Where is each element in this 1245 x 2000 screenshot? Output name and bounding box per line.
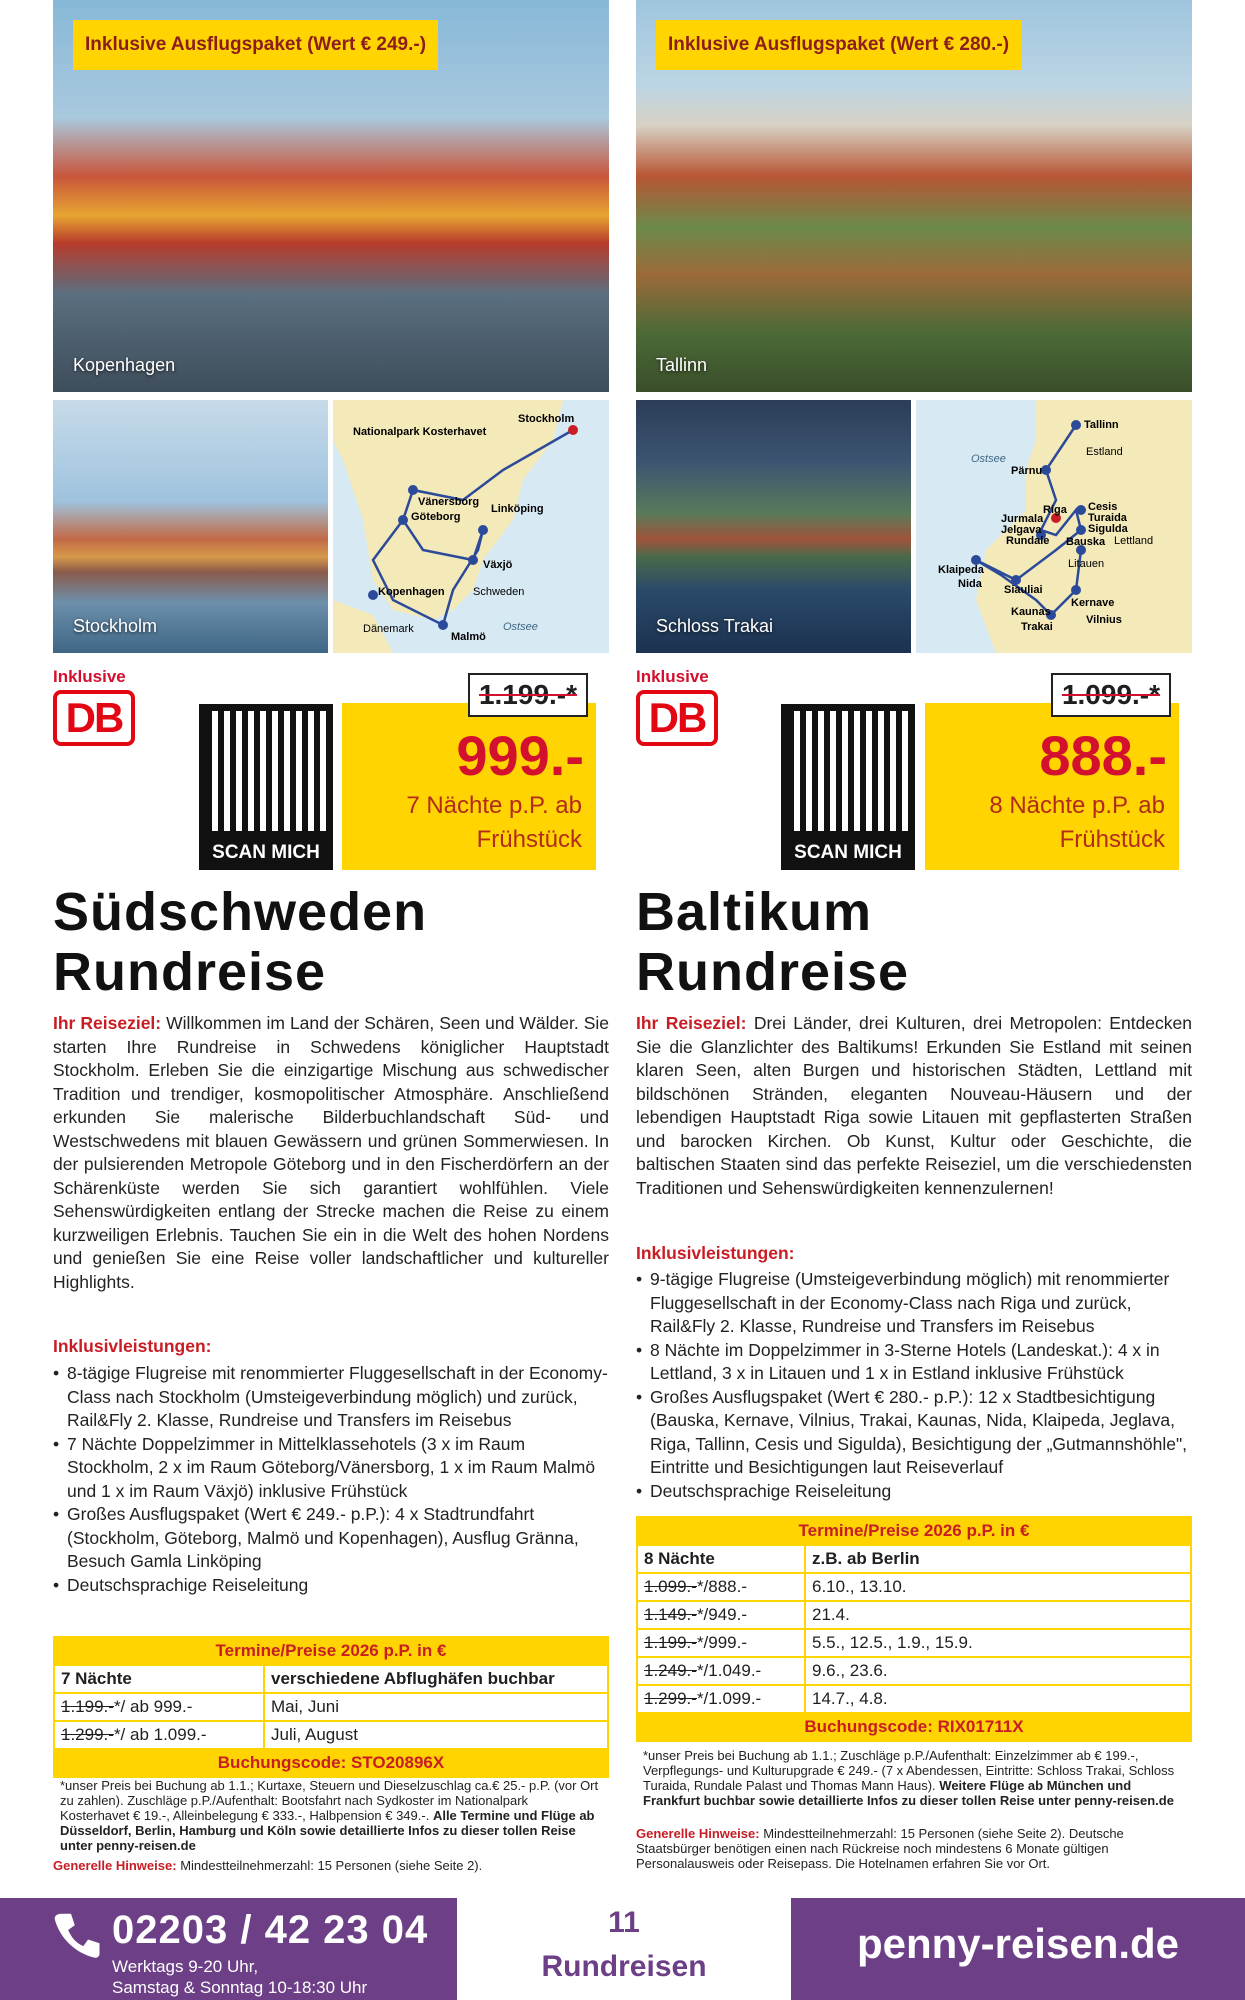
- map-label: Siauliai: [1004, 584, 1043, 596]
- inclusions-list: [636, 1268, 1192, 1503]
- old-price: 1.099.-*: [1051, 673, 1171, 717]
- map-label: Schweden: [473, 586, 525, 598]
- map-label: Jurmala: [1001, 513, 1044, 525]
- price-box: [342, 679, 596, 870]
- table-header: verschiedene Abflughäfen buchbar: [264, 1665, 608, 1693]
- map-label: Trakai: [1021, 621, 1053, 633]
- map-label: Litauen: [1068, 558, 1105, 570]
- map-label: Pärnu: [1011, 465, 1043, 477]
- photo-tallinn: [636, 0, 1192, 392]
- table-header: z.B. ab Berlin: [805, 1545, 1191, 1573]
- table-title: Termine/Preise 2026 p.P. in €: [54, 1637, 608, 1665]
- phone-icon: [52, 1910, 104, 1962]
- map-label: Malmö: [451, 631, 486, 643]
- hotline-bar: [0, 1898, 457, 2000]
- scan-label: SCAN MICH: [794, 842, 902, 863]
- map-label: Kernave: [1071, 597, 1115, 609]
- map-label: Linköping: [491, 503, 544, 515]
- db-logo: DB: [53, 690, 135, 746]
- photo-caption: Stockholm: [73, 616, 158, 636]
- map-label: Turaida: [1088, 512, 1127, 524]
- table-row: 1.099.-*/888.- 6.10., 13.10.: [637, 1573, 1191, 1601]
- table-row: 1.149.-*/949.- 21.4.: [637, 1601, 1191, 1629]
- map-label: Ostsee: [971, 453, 1006, 465]
- general-hints: Generelle Hinweise: Mindestteilnehmerzahl: 15 Personen (siehe Seite 2). Deutsche Staatsbürger benötigen einen nach Rückreise noch mindestens 6 Monate gültigen Personalausweis oder Reisepass. Die Hotelnamen erfahren Sie vor Ort.: [636, 1826, 1124, 1871]
- current-price: 999.-: [456, 724, 584, 787]
- map-label: Kopenhagen: [378, 586, 445, 598]
- qr-code[interactable]: [781, 704, 915, 870]
- footnote: *unser Preis bei Buchung ab 1.1.; Kurtaxe, Steuern und Dieselzuschlag ca.€ 25.- p.P. (vor Ort zu zahlen). Zuschläge p.P./Aufenthalt: Bootsfahrt nach Sydkoster im Nationalpark Kosterhavet € 19.-, Alleinbelegung € 333.-, Halbpension € 349.-. Alle Termine und Flüge ab Düsseldorf, Berlin, Hamburg und Köln sowie detaillierte Infos zu dieser tollen Reise unter penny-reisen.de: [60, 1778, 599, 1853]
- inklusive-label: Inklusive: [636, 667, 709, 686]
- price-subtitle: 8 Nächte p.P. ab Frühstück: [989, 792, 1165, 853]
- qr-code-image: [206, 711, 326, 831]
- old-price: 1.199.-*: [468, 673, 588, 717]
- map-label: Kaunas: [1011, 606, 1051, 618]
- price-subtitle: 7 Nächte p.P. ab Frühstück: [406, 792, 582, 853]
- list-item: • 8-tägige Flugreise mit renommierter Fluggesellschaft in der Economy-Class nach Stockholm (Umsteigeverbindung möglich) und zurück, Rail&Fly 2. Klasse, Rundreise und Transfers im Reisebus: [53, 1362, 609, 1433]
- page-title: Südschweden Rundreise: [53, 882, 428, 1002]
- map-label: Riga: [1043, 504, 1067, 516]
- table-header: 8 Nächte: [637, 1545, 805, 1573]
- website-link[interactable]: penny-reisen.de: [856, 1920, 1180, 1967]
- map-label: Stockholm: [518, 413, 575, 425]
- inclusions-list: [53, 1362, 609, 1597]
- map-label: Nida: [958, 578, 982, 590]
- table-row: 1.199.-*/999.- 5.5., 12.5., 1.9., 15.9.: [637, 1629, 1191, 1657]
- excursion-badge: Inklusive Ausflugspaket (Wert € 249.-): [73, 20, 438, 70]
- booking-code: Buchungscode: STO20896X: [54, 1749, 608, 1777]
- map-label: Bauska: [1066, 536, 1106, 548]
- map-label: Växjö: [483, 559, 513, 571]
- section-name: Rundreisen: [541, 1950, 707, 1983]
- list-item: • 8 Nächte im Doppelzimmer in 3-Sterne Hotels (Landeskat.): 4 x in Lettland, 3 x in Litauen und 1 x in Estland inklusive Frühstück: [636, 1339, 1192, 1386]
- route-map-shape: [916, 400, 1192, 653]
- general-hints: Generelle Hinweise: Mindestteilnehmerzahl: 15 Personen (siehe Seite 2).: [53, 1858, 483, 1873]
- map-label: Lettland: [1114, 535, 1154, 547]
- map-label: Dänemark: [363, 623, 414, 635]
- photo-caption: Schloss Trakai: [656, 616, 774, 636]
- table-row: 1.249.-*/1.049.- 9.6., 23.6.: [637, 1657, 1191, 1685]
- scan-label: SCAN MICH: [212, 842, 320, 863]
- map-label: Göteborg: [411, 511, 461, 523]
- list-item: • 9-tägige Flugreise (Umsteigeverbindung möglich) mit renommierter Fluggesellschaft in der Economy-Class nach Riga und zurück, Rail&Fly 2. Klasse, Rundreise und Transfers im Reisebus: [636, 1268, 1192, 1339]
- route-map-sweden: [333, 400, 609, 653]
- photo-trakai: [636, 400, 911, 653]
- page-title: Baltikum Rundreise: [636, 882, 910, 1002]
- intro-text: Ihr Reiseziel: Drei Länder, drei Kulturen, drei Metropolen: Entdecken Sie die Glanzlichter des Baltikums! Erkunden Sie Estland mit seinen klaren Seen, alten Burgen und historischen Städten, Lettland mit bildschönen Stränden, eleganten Nouveau-Häusern und der lebendigen Hauptstadt Riga sowie Litauen mit gepflasterten Straßen und barocken Kirchen. Ob Kunst, Kultur oder Geschichte, die baltischen Staaten sind das perfekte Reiseziel, um die verschiedensten Traditionen und Sehenswürdigkeiten kennenzulernen!: [636, 1013, 1192, 1198]
- route-map-shape: [333, 400, 609, 653]
- list-item: • Deutschsprachige Reiseleitung: [53, 1574, 609, 1598]
- table-row: 1.299.-*/ ab 1.099.- Juli, August: [54, 1721, 608, 1749]
- list-item: • Großes Ausflugspaket (Wert € 249.- p.P.): 4 x Stadtrundfahrt (Stockholm, Göteborg, Malmö und Kopenhagen), Ausflug Gränna, Besuch Gamla Linköping: [53, 1503, 609, 1574]
- website-bar: [791, 1898, 1245, 2000]
- price-table: [636, 1516, 1192, 1742]
- phone-number[interactable]: 02203 / 42 23 04: [112, 1908, 429, 1952]
- map-label: Nationalpark Kosterhavet: [353, 426, 487, 438]
- map-label: Estland: [1086, 446, 1123, 458]
- photo-caption: Tallinn: [656, 355, 708, 375]
- map-label: Jelgava: [1001, 524, 1042, 536]
- excursion-badge: Inklusive Ausflugspaket (Wert € 280.-): [656, 20, 1021, 70]
- table-title: Termine/Preise 2026 p.P. in €: [637, 1517, 1191, 1545]
- photo-stockholm: [53, 400, 328, 653]
- map-label: Sigulda: [1088, 523, 1128, 535]
- list-item: • Großes Ausflugspaket (Wert € 280.- p.P.): 12 x Stadtbesichtigung (Bauska, Kernave, Vilnius, Trakai, Kaunas, Nida, Klaipeda, Jeglava, Riga, Tallinn, Cesis und Sigulda), Besichtigung der „Gutmannshöhle", Eintritte und Besichtigungen laut Reiseverlauf: [636, 1386, 1192, 1480]
- map-label: Vänersborg: [418, 496, 480, 508]
- booking-code: Buchungscode: RIX01711X: [637, 1713, 1191, 1741]
- opening-hours: Werktags 9-20 Uhr, Samstag & Sonntag 10-18:30 Uhr: [112, 1957, 368, 1997]
- list-item: • 7 Nächte Doppelzimmer in Mittelklassehotels (3 x im Raum Stockholm, 2 x im Raum Göteborg/Vänersborg, 1 x im Raum Malmö und 1 x im Raum Växjö) inklusive Frühstück: [53, 1433, 609, 1504]
- db-logo: DB: [636, 690, 718, 746]
- table-header: 7 Nächte: [54, 1665, 264, 1693]
- table-row: 1.299.-*/1.099.- 14.7., 4.8.: [637, 1685, 1191, 1713]
- map-label: Ostsee: [503, 621, 538, 633]
- list-item: • Deutschsprachige Reiseleitung: [636, 1480, 1192, 1504]
- route-map-baltics: [916, 400, 1192, 653]
- map-label: Klaipeda: [938, 564, 984, 576]
- price-table: [53, 1636, 609, 1778]
- qr-code[interactable]: [199, 704, 333, 870]
- current-price: 888.-: [1039, 724, 1167, 787]
- intro-text: Ihr Reiseziel: Willkommen im Land der Schären, Seen und Wälder. Sie starten Ihre Rundreise in Schwedens königlicher Hauptstadt Stockholm. Erleben Sie die einzigartige Mischung aus schwedischer Tradition und trendiger, kosmopolitischer Atmosphäre. Anschließend erkunden Sie malerische Bilderbuchlandschaft Süd- und Westschwedens mit blauen Gewässern und grünen Sommerwiesen. In der pulsierenden Metropole Göteborg und in den Fischerdörfern an der Schärenküste werden Sie sich garantiert wohlfühlen. Viele Sehenswürdigkeiten entlang der Strecke machen die Reise zu einem kurzweiligen Erlebnis. Tauchen Sie ein in die Welt des hohen Nordens und genießen Sie eine Reise voller landschaftlicher und kultureller Highlights.: [53, 1013, 609, 1292]
- map-label: Rundale: [1006, 535, 1050, 547]
- table-row: 1.199.-*/ ab 999.- Mai, Juni: [54, 1693, 608, 1721]
- page-number: 11: [608, 1906, 640, 1939]
- inklusive-label: Inklusive: [53, 667, 126, 686]
- photo-kopenhagen: [53, 0, 609, 392]
- footnote: *unser Preis bei Buchung ab 1.1.; Zuschläge p.P./Aufenthalt: Einzelzimmer ab € 199.-, Verpflegungs- und Kulturupgrade € 249.- (7 x Abendessen, Eintritte: Schloss Trakai, Schloss Turaida, Rundale Palast und Thomas Mann Haus). Weitere Flüge ab München und Frankfurt buchbar sowie detaillierte Infos zu dieser tollen Reise unter penny-reisen.de: [643, 1748, 1175, 1808]
- qr-code-image: [788, 711, 908, 831]
- map-label: Vilnius: [1086, 614, 1122, 626]
- map-label: Cesis: [1088, 501, 1118, 513]
- inclusions-heading: Inklusivleistungen:: [636, 1243, 795, 1263]
- map-label: Tallinn: [1084, 419, 1119, 431]
- inclusions-heading: Inklusivleistungen:: [53, 1336, 212, 1356]
- price-box: [925, 679, 1179, 870]
- photo-caption: Kopenhagen: [73, 355, 176, 375]
